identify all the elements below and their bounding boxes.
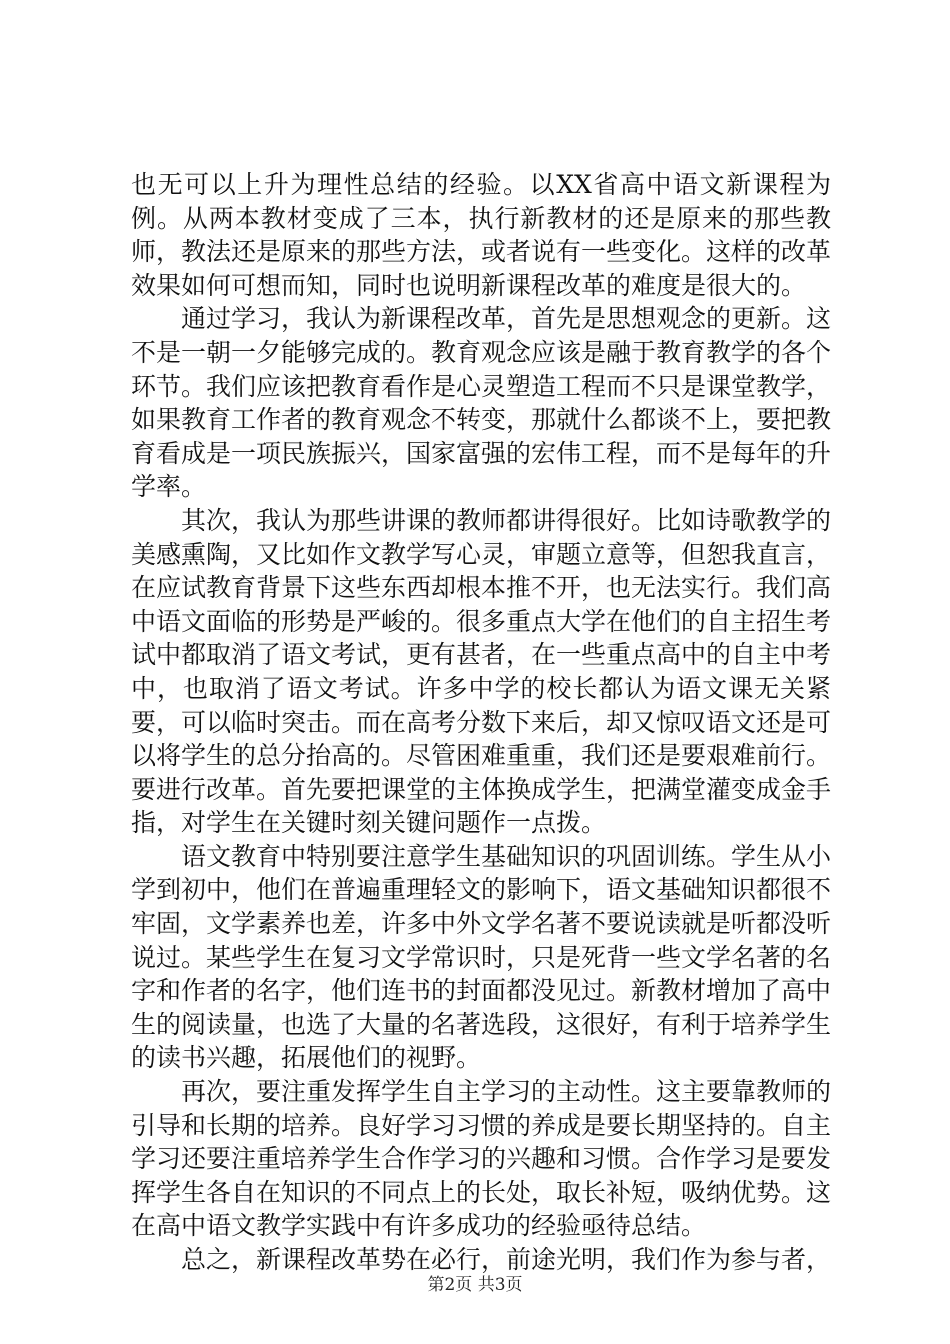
page-footer: [0, 1270, 950, 1295]
document-body: [131, 168, 831, 1277]
paragraph-1: 也无可以上升为理性总结的经验。以XX省高中语文新课程为例。从两本教材变成了三本，执行新教材的还是原来的那些教师，教法还是原来的那些方法，或者说有一些变化。这样的改革效果如何可想而知，同时也说明新课程改革的难度是很大的。: [131, 170, 832, 300]
paragraph-6: 总之，新课程改革势在必行，前途光明，我们作为参与者，: [181, 1245, 832, 1274]
paragraph-3: 其次，我认为那些讲课的教师都讲得很好。比如诗歌教学的美感熏陶，又比如作文教学写心灵，审题立意等，但恕我直言，在应试教育背景下这些东西却根本推不开，也无法实行。我们高中语文面临的形势是严峻的。很多重点大学在他们的自主招生考试中都取消了语文考试，更有甚者，在一些重点高中的自主中考中，也取消了语文考试。许多中学的校长都认为语文课无关紧要，可以临时突击。而在高考分数下来后，却又惊叹语文还是可以将学生的总分抬高的。尽管困难重重，我们还是要艰难前行。要进行改革。首先要把课堂的主体换成学生，把满堂灌变成金手指，对学生在关键时刻关键问题作一点拨。: [131, 505, 832, 838]
paragraph-4: 语文教育中特别要注意学生基础知识的巩固训练。学生从小学到初中，他们在普遍重理轻文的影响下，语文基础知识都很不牢固，文学素养也差，许多中外文学名著不要说读就是听都没听说过。某些学生在复习文学常识时，只是死背一些文学名著的名字和作者的名字，他们连书的封面都没见过。新教材增加了高中生的阅读量，也选了大量的名著选段，这很好，有利于培养学生的读书兴趣，拓展他们的视野。: [131, 841, 832, 1073]
paragraph-2: 通过学习，我认为新课程改革，首先是思想观念的更新。这不是一朝一夕能够完成的。教育观念应该是融于教育教学的各个环节。我们应该把教育看作是心灵塑造工程而不只是课堂教学，如果教育工作者的教育观念不转变，那就什么都谈不上，要把教育看成是一项民族振兴，国家富强的宏伟工程，而不是每年的升学率。: [131, 304, 832, 502]
page-number: 第2页 共3页: [427, 1275, 523, 1295]
paragraph-5: 再次，要注重发挥学生自主学习的主动性。这主要靠教师的引导和长期的培养。良好学习习惯的养成是要长期坚持的。自主学习还要注重培养学生合作学习的兴趣和习惯。合作学习是要发挥学生各自在知识的不同点上的长处，取长补短，吸纳优势。这在高中语文教学实践中有许多成功的经验亟待总结。: [131, 1077, 832, 1241]
